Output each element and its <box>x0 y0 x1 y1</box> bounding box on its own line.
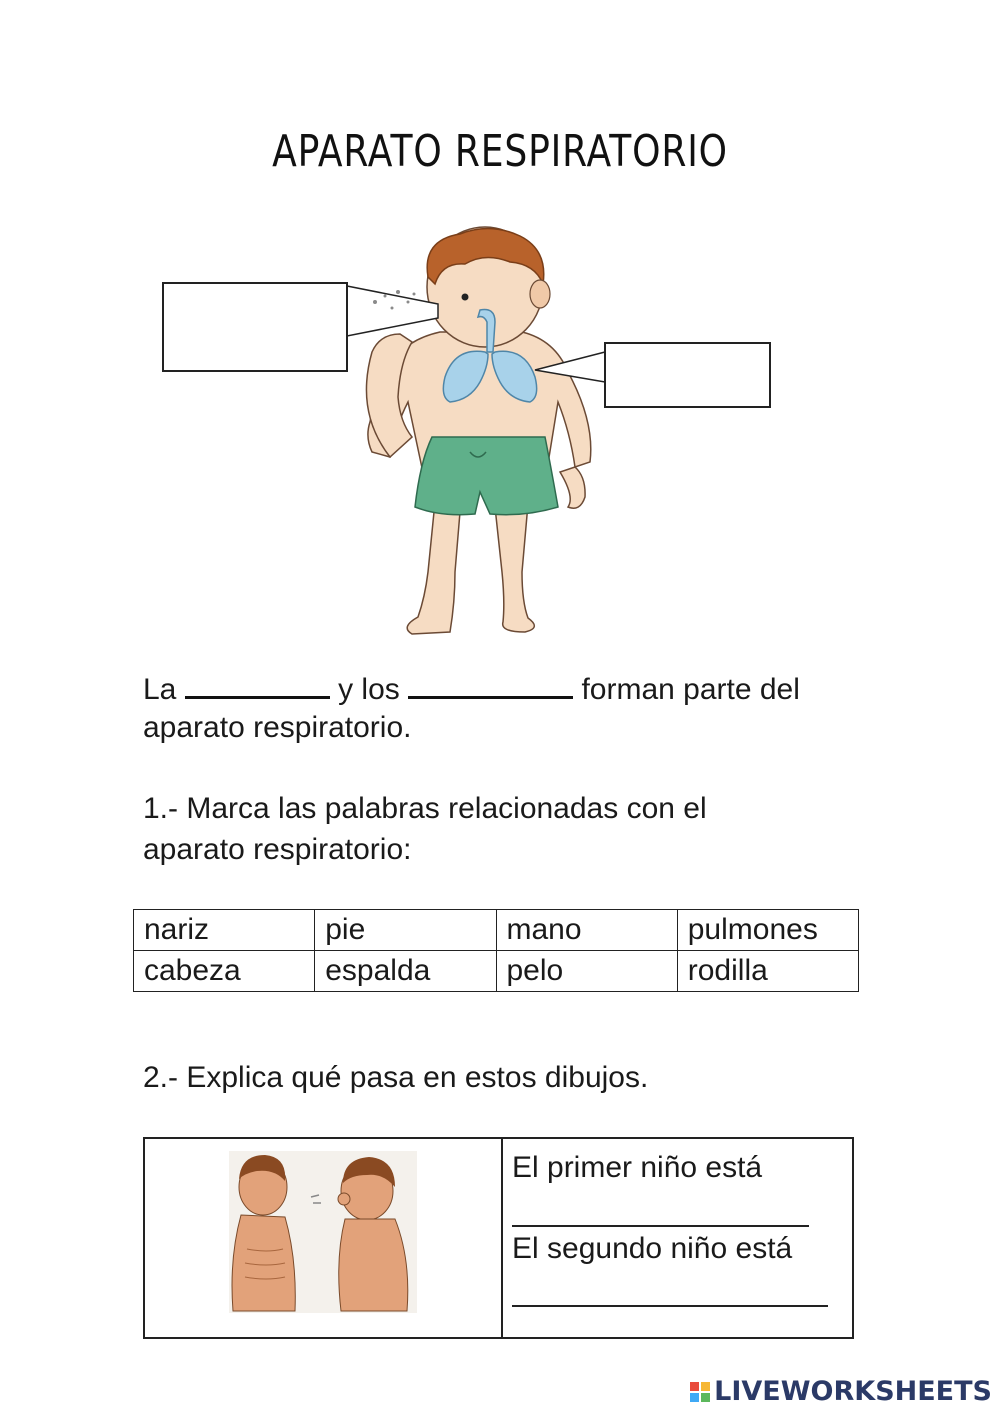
sentence-part1: La <box>143 673 177 706</box>
logo-icon <box>690 1382 710 1402</box>
breathing-kids-image <box>145 1139 503 1337</box>
first-boy-prompt: El primer niño está <box>512 1151 763 1184</box>
label-box-nose[interactable] <box>162 282 348 372</box>
question-2-box <box>143 1137 854 1339</box>
sentence-line-1 <box>143 668 800 710</box>
two-boys-illustration <box>145 1139 501 1337</box>
sentence-part3: forman parte del <box>581 673 800 706</box>
question-2: 2.- Explica qué pasa en estos dibujos. <box>143 1061 649 1094</box>
second-boy-prompt: El segundo niño está <box>512 1232 793 1265</box>
word-cell[interactable]: cabeza <box>134 951 315 992</box>
table-row <box>134 910 859 951</box>
page-title: APARATO RESPIRATORIO <box>272 126 728 177</box>
word-cell[interactable]: espalda <box>315 951 496 992</box>
word-cell[interactable]: pulmones <box>677 910 858 951</box>
question-1-line-2: aparato respiratorio: <box>143 833 412 866</box>
sentence-part2: y los <box>338 673 400 706</box>
blank-2[interactable] <box>408 668 573 699</box>
word-cell[interactable]: mano <box>496 910 677 951</box>
table-row <box>134 951 859 992</box>
word-cell[interactable]: pie <box>315 910 496 951</box>
word-cell[interactable]: pelo <box>496 951 677 992</box>
sentence-line-2: aparato respiratorio. <box>143 711 412 744</box>
words-table <box>133 909 859 992</box>
label-box-lungs[interactable] <box>604 342 771 408</box>
brand-name: LIVEWORKSHEETS <box>714 1376 992 1407</box>
question-1-line-1: 1.- Marca las palabras relacionadas con el <box>143 792 707 825</box>
blank-1[interactable] <box>185 668 330 699</box>
word-cell[interactable]: rodilla <box>677 951 858 992</box>
word-cell[interactable]: nariz <box>134 910 315 951</box>
answer-line-2[interactable] <box>512 1305 828 1307</box>
liveworksheets-logo <box>690 1376 992 1407</box>
question-2-answers <box>503 1139 852 1337</box>
answer-line-1[interactable] <box>512 1225 809 1227</box>
